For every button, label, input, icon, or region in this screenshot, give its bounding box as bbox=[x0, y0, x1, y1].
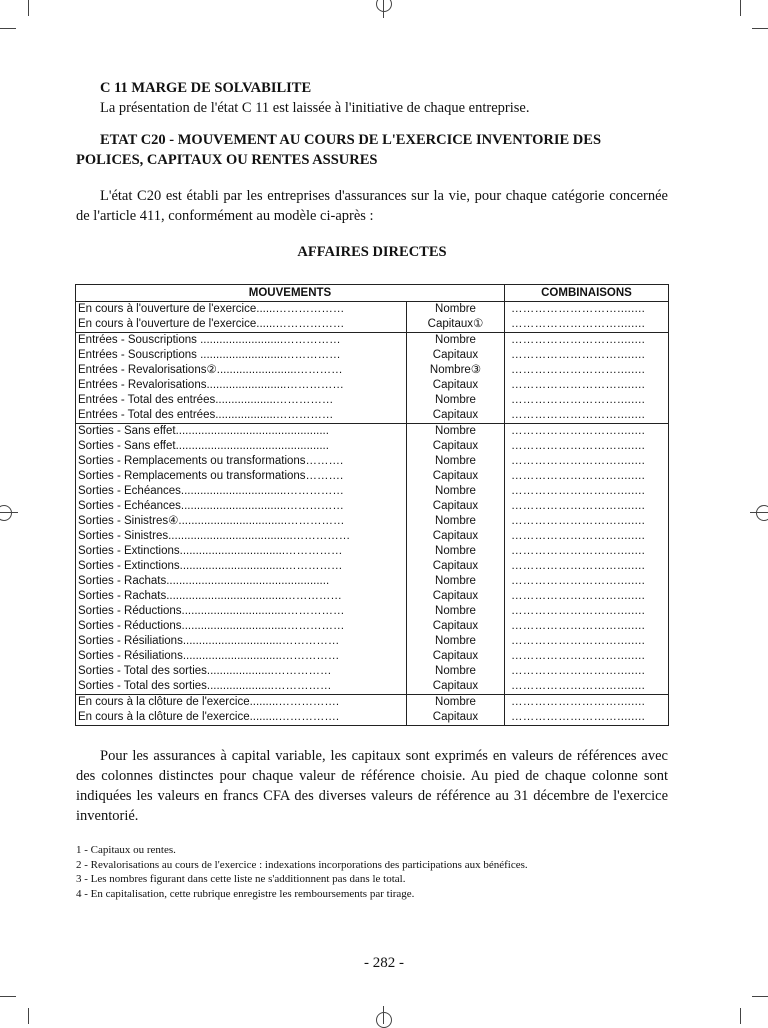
combinaison-value: ………………………........ bbox=[511, 575, 646, 587]
movement-type: Capitaux bbox=[407, 649, 505, 664]
table-row bbox=[76, 484, 669, 499]
combinaison-value: ………………………........ bbox=[511, 665, 646, 677]
movement-label: Sorties - Sinistres④..................................…………… bbox=[78, 515, 345, 527]
combinaison-value: ………………………........ bbox=[511, 500, 646, 512]
combinaison-value: ………………………........ bbox=[511, 545, 646, 557]
combinaison-value: ………………………........ bbox=[505, 695, 669, 711]
movement-label: En cours à l'ouverture de l'exercice......……………… bbox=[78, 318, 345, 330]
movement-type: Capitaux bbox=[407, 589, 505, 604]
combinaison-value: ………………………........ bbox=[511, 530, 646, 542]
registration-mark-icon bbox=[383, 0, 384, 18]
table-row bbox=[76, 559, 669, 574]
movement-type: Nombre bbox=[407, 634, 505, 649]
movement-label: Sorties - Remplacements ou transformations………. bbox=[78, 455, 344, 467]
movement-type: Capitaux bbox=[407, 529, 505, 544]
movement-label: Sorties - Réductions.................................…………… bbox=[78, 620, 345, 632]
movement-label: Sorties - Total des sorties.....................…………… bbox=[78, 665, 332, 677]
combinaison-value: ………………………........ bbox=[511, 620, 646, 632]
movement-label: Sorties - Résiliations...............................…………… bbox=[78, 635, 340, 647]
footnote: 3 - Les nombres figurant dans cette liste ne s'additionnent pas dans le total. bbox=[76, 873, 406, 885]
movements-table bbox=[75, 284, 669, 726]
movement-label: Sorties - Rachats................................................... bbox=[78, 575, 330, 587]
closing-paragraph: Pour les assurances à capital variable, les capitaux sont exprimés en valeurs de références avec des colonnes distinctes pour chaque valeur de référence choisie. Au pied de chaque colonne sont indiquées les valeurs en francs CFA des diverses valeurs de référence au 31 décembre de l'exercice inventorié. bbox=[76, 748, 668, 824]
table-row bbox=[76, 348, 669, 363]
movement-label: Entrées - Revalorisations②.........................………… bbox=[78, 364, 343, 376]
crop-mark bbox=[0, 28, 16, 29]
movement-type: Capitaux bbox=[407, 439, 505, 454]
movement-type: Nombre bbox=[407, 604, 505, 619]
movement-label: Sorties - Résiliations...............................…………… bbox=[78, 650, 340, 662]
table-row bbox=[76, 333, 669, 349]
footnote: 1 - Capitaux ou rentes. bbox=[76, 844, 176, 856]
combinaison-value: ………………………........ bbox=[511, 303, 646, 315]
footnote: 2 - Revalorisations au cours de l'exercice : indexations incorporations des participations aux bénéfices. bbox=[76, 858, 528, 871]
movement-label: En cours à la clôture de l'exercice.........……………. bbox=[78, 711, 340, 723]
movement-label: Entrées - Total des entrées...................…………… bbox=[78, 409, 334, 421]
table-row bbox=[76, 302, 669, 318]
movement-type: Nombre bbox=[407, 544, 505, 559]
section-c20-intro: L'état C20 est établi par les entreprises d'assurances sur la vie, pour chaque catégorie concernée de l'article 411, conformément au modèle ci-après : bbox=[76, 188, 668, 224]
movement-type: Capitaux bbox=[407, 408, 505, 424]
section-c11-title: C 11 MARGE DE SOLVABILITE bbox=[100, 80, 312, 96]
movement-type: Nombre bbox=[407, 514, 505, 529]
movement-type: Nombre bbox=[407, 454, 505, 469]
column-header-combinaisons: COMBINAISONS bbox=[505, 285, 669, 302]
affaires-directes-subtitle: AFFAIRES DIRECTES bbox=[297, 244, 447, 260]
movement-type: Nombre bbox=[407, 424, 505, 440]
combinaison-value: ………………………........ bbox=[511, 711, 646, 723]
combinaison-value: ………………………........ bbox=[511, 485, 646, 497]
movement-label: En cours à la clôture de l'exercice.........……………. bbox=[76, 695, 407, 711]
movement-type: Capitaux bbox=[407, 710, 505, 726]
combinaison-value: ………………………........ bbox=[511, 515, 646, 527]
movement-type: Nombre bbox=[407, 695, 505, 711]
movement-type: Capitaux bbox=[407, 469, 505, 484]
registration-mark-icon bbox=[0, 512, 18, 513]
registration-mark-icon bbox=[756, 505, 768, 521]
movement-label: Sorties - Remplacements ou transformations………. bbox=[78, 470, 344, 482]
movement-label: En cours à l'ouverture de l'exercice......……………… bbox=[78, 303, 345, 315]
table-row bbox=[76, 454, 669, 469]
column-header-mouvements: MOUVEMENTS bbox=[76, 285, 505, 302]
footnotes bbox=[76, 843, 668, 901]
registration-mark-icon bbox=[0, 505, 12, 521]
registration-mark-icon bbox=[383, 1006, 384, 1024]
crop-mark bbox=[752, 996, 768, 997]
registration-mark-icon bbox=[376, 1012, 392, 1028]
crop-mark bbox=[740, 0, 741, 16]
registration-mark-icon bbox=[750, 512, 768, 513]
crop-mark bbox=[28, 0, 29, 16]
movement-type: Capitaux bbox=[407, 679, 505, 695]
movement-type: Capitaux bbox=[407, 559, 505, 574]
movement-type: Nombre bbox=[407, 393, 505, 408]
movement-label: Sorties - Sinistres.......................................…………… bbox=[78, 530, 351, 542]
movement-type: Nombre bbox=[407, 664, 505, 679]
table-row bbox=[76, 695, 669, 711]
combinaison-value: ………………………........ bbox=[511, 590, 646, 602]
movement-label: Entrées - Souscriptions ..........................…………… bbox=[78, 349, 341, 361]
combinaison-value: ………………………........ bbox=[505, 424, 669, 440]
table-row bbox=[76, 499, 669, 514]
movement-type: Nombre③ bbox=[407, 363, 505, 378]
combinaison-value: ………………………........ bbox=[511, 455, 646, 467]
table-row bbox=[76, 649, 669, 664]
movement-label: Sorties - Echéances.................................…………… bbox=[78, 485, 344, 497]
movement-type: Capitaux bbox=[407, 348, 505, 363]
movement-type: Nombre bbox=[407, 574, 505, 589]
combinaison-value: ………………………........ bbox=[511, 650, 646, 662]
movement-label: Sorties - Rachats.....................................…………… bbox=[78, 590, 342, 602]
movement-type: Capitaux bbox=[407, 619, 505, 634]
movement-type: Capitaux bbox=[407, 378, 505, 393]
section-c20-title: ETAT C20 - MOUVEMENT AU COURS DE L'EXERCICE INVENTORIE DES POLICES, CAPITAUX OU RENTES ASSURES bbox=[76, 132, 602, 168]
movement-type: Capitaux① bbox=[407, 317, 505, 333]
movement-label: Entrées - Revalorisations.........................…………… bbox=[78, 379, 344, 391]
combinaison-value: ………………………........ bbox=[511, 470, 646, 482]
table-row bbox=[76, 664, 669, 679]
movement-type: Nombre bbox=[407, 302, 505, 318]
table-row bbox=[76, 393, 669, 408]
table-row bbox=[76, 604, 669, 619]
movement-label: Sorties - Sans effet................................................ bbox=[78, 440, 329, 452]
combinaison-value: ………………………........ bbox=[511, 394, 646, 406]
table-row bbox=[76, 469, 669, 484]
movement-label: Sorties - Echéances.................................…………… bbox=[78, 500, 344, 512]
crop-mark bbox=[752, 28, 768, 29]
combinaison-value: ………………………........ bbox=[511, 364, 646, 376]
combinaison-value: ………………………........ bbox=[511, 680, 646, 692]
movement-type: Nombre bbox=[407, 333, 505, 349]
movement-label: Entrées - Souscriptions ..........................…………… bbox=[76, 333, 407, 349]
table-row bbox=[76, 529, 669, 544]
movement-label: Sorties - Extinctions.................................…………… bbox=[78, 545, 343, 557]
combinaison-value: ………………………........ bbox=[511, 409, 646, 421]
crop-mark bbox=[28, 1008, 29, 1024]
document-body bbox=[76, 72, 668, 262]
crop-mark bbox=[740, 1008, 741, 1024]
movement-label: Sorties - Total des sorties.....................…………… bbox=[78, 680, 332, 692]
combinaison-value: ………………………........ bbox=[511, 560, 646, 572]
section-c11-text: La présentation de l'état C 11 est laissée à l'initiative de chaque entreprise. bbox=[100, 100, 530, 116]
page-number: - 282 - bbox=[364, 955, 404, 971]
table-row bbox=[76, 679, 669, 695]
combinaison-value: ………………………........ bbox=[511, 349, 646, 361]
movement-type: Nombre bbox=[407, 484, 505, 499]
combinaison-value: ………………………........ bbox=[511, 605, 646, 617]
table-row bbox=[76, 439, 669, 454]
table-row bbox=[76, 544, 669, 559]
table-row bbox=[76, 408, 669, 424]
table-row bbox=[76, 619, 669, 634]
movement-label: Entrées - Total des entrées...................…………… bbox=[78, 394, 334, 406]
registration-mark-icon bbox=[376, 0, 392, 12]
movement-label: Sorties - Extinctions.................................…………… bbox=[78, 560, 343, 572]
combinaison-value: ………………………........ bbox=[511, 635, 646, 647]
table-row bbox=[76, 424, 669, 440]
table-row bbox=[76, 378, 669, 393]
combinaison-value: ………………………........ bbox=[511, 379, 646, 391]
table-row bbox=[76, 514, 669, 529]
combinaison-value: ………………………........ bbox=[511, 440, 646, 452]
movement-type: Capitaux bbox=[407, 499, 505, 514]
crop-mark bbox=[0, 996, 16, 997]
combinaison-value: ………………………........ bbox=[505, 333, 669, 349]
table-body bbox=[76, 302, 669, 726]
table-row bbox=[76, 574, 669, 589]
table-row bbox=[76, 589, 669, 604]
movement-label: Sorties - Sans effet................................................ bbox=[76, 424, 407, 440]
combinaison-value: ………………………........ bbox=[511, 318, 646, 330]
movement-label: Sorties - Réductions.................................…………… bbox=[78, 605, 345, 617]
table-row bbox=[76, 710, 669, 726]
table-row bbox=[76, 363, 669, 378]
footnote: 4 - En capitalisation, cette rubrique enregistre les remboursements par tirage. bbox=[76, 887, 415, 900]
table-row bbox=[76, 634, 669, 649]
table-row bbox=[76, 317, 669, 333]
